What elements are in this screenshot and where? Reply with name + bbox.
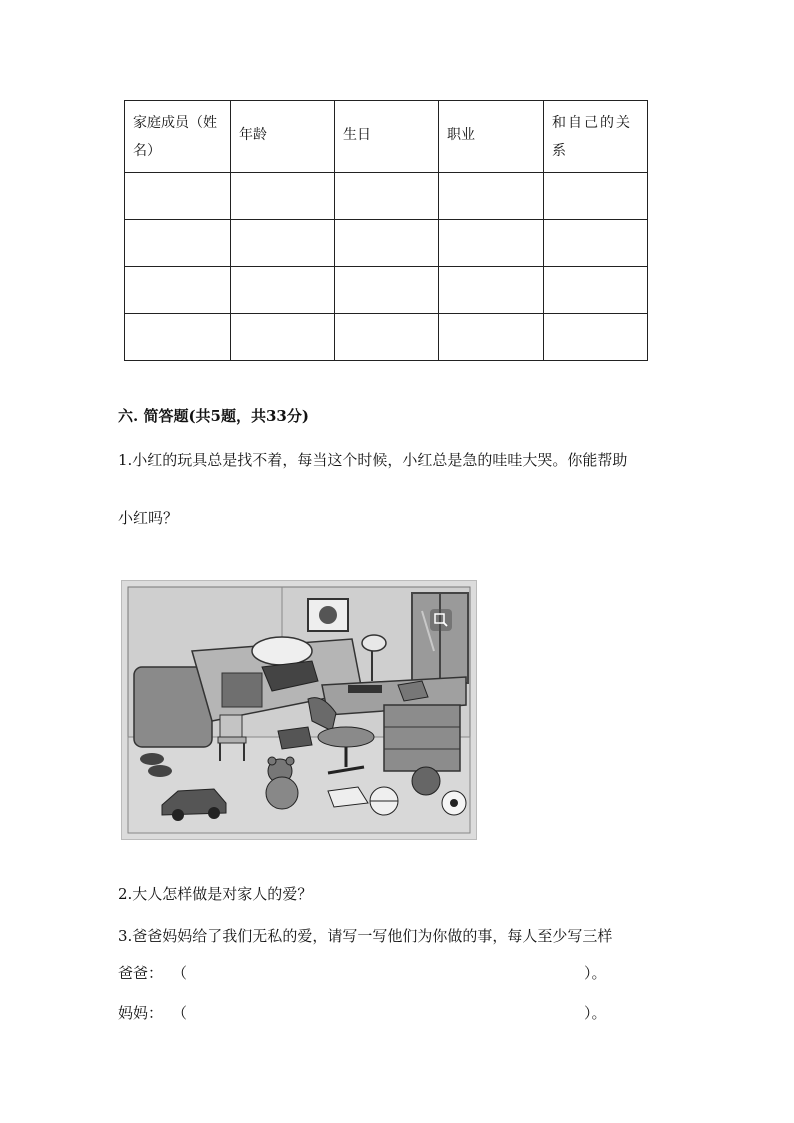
table-cell[interactable] (335, 267, 439, 314)
table-cell[interactable] (439, 173, 544, 220)
messy-room-illustration (121, 580, 477, 840)
table-cell[interactable] (125, 267, 231, 314)
dad-open-paren: （ (172, 964, 188, 982)
magnifier-icon (430, 609, 452, 631)
table-cell[interactable] (231, 220, 335, 267)
table-cell[interactable] (231, 173, 335, 220)
section-title: 六. 简答题(共5题，共33分) (118, 407, 309, 425)
table-row (125, 267, 648, 314)
header-birthday: 生日 (335, 101, 439, 173)
table-cell[interactable] (231, 267, 335, 314)
table-cell[interactable] (231, 314, 335, 361)
table-cell[interactable] (125, 314, 231, 361)
table-cell[interactable] (544, 173, 648, 220)
table-cell[interactable] (439, 314, 544, 361)
table-row (125, 314, 648, 361)
header-age: 年龄 (231, 101, 335, 173)
zoom-icon[interactable] (430, 609, 452, 631)
mom-close-paren: ）。 (584, 1004, 607, 1022)
question-3: 3.爸爸妈妈给了我们无私的爱，请写一写他们为你做的事，每人至少写三样 (118, 927, 613, 945)
mom-fill-line (118, 1002, 628, 1023)
table-cell[interactable] (125, 173, 231, 220)
question-2: 2.大人怎样做是对家人的爱？ (118, 885, 313, 903)
table-cell[interactable] (335, 173, 439, 220)
room-drawing (122, 581, 476, 839)
table-row (125, 173, 648, 220)
question-1-line-2: 小红吗？ (118, 509, 179, 527)
family-members-table (124, 100, 648, 361)
table-cell[interactable] (335, 314, 439, 361)
dad-label: 爸爸： (118, 964, 164, 982)
table-cell[interactable] (439, 267, 544, 314)
dad-close-paren: ）。 (584, 964, 607, 982)
table-header-row (125, 101, 648, 173)
table-cell[interactable] (439, 220, 544, 267)
table-cell[interactable] (544, 314, 648, 361)
table-row (125, 220, 648, 267)
header-member-name: 家庭成员（姓名） (125, 101, 231, 173)
table-cell[interactable] (544, 267, 648, 314)
mom-open-paren: （ (172, 1004, 188, 1022)
table-cell[interactable] (544, 220, 648, 267)
table-cell[interactable] (125, 220, 231, 267)
header-relationship: 和自己的关系 (544, 101, 648, 173)
header-occupation: 职业 (439, 101, 544, 173)
question-1-line-1: 1.小红的玩具总是找不着，每当这个时候，小红总是急的哇哇大哭。你能帮助 (118, 451, 628, 469)
dad-fill-line (118, 962, 628, 983)
mom-label: 妈妈： (118, 1004, 164, 1022)
table-cell[interactable] (335, 220, 439, 267)
